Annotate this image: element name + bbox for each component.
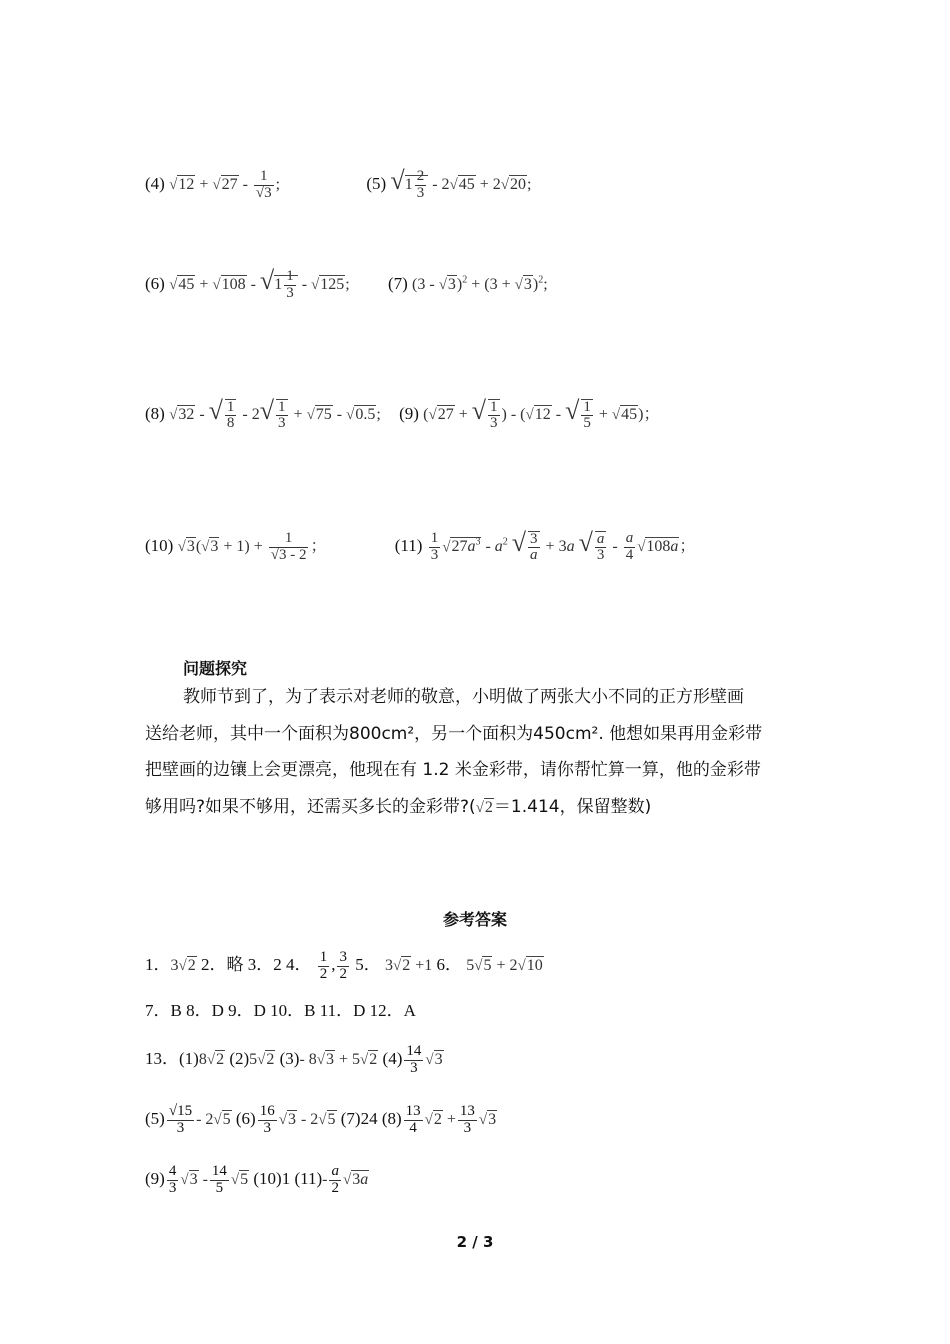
- inquiry-line-2: 送给老师，其中一个面积为800cm²，另一个面积为450cm². 他想如果再用金彩带: [145, 723, 763, 744]
- problem-row-4-5: [145, 168, 531, 202]
- problem-8-expression: √32 - √ $\frac{1}{8}$ - 2√ $\frac{1}{3}$ + √75 - √0.5;: [169, 396, 385, 432]
- problem-4-label: (4): [145, 174, 165, 193]
- problem-4-expression: √12 + √27 - $\frac{1}{√3}$ ;: [169, 168, 285, 201]
- problem-5-label: (5): [366, 174, 387, 193]
- answers-row-1: 1．3√2 2．略 3．2 4． $\frac{1}{2}$ , $\frac{3}{2}$ 5． 3√2 +1 6． 5√5 + 2√10: [145, 949, 543, 982]
- problem-9-expression: (√27 + √ $\frac{1}{3}$ ) - (√12 - √ $\frac{1}{5}$ + √45)；: [423, 396, 660, 432]
- answers-row-2: 7．B 8．D 9．D 10．B 11．D 12．A: [145, 1001, 416, 1020]
- problem-7-expression: $(3 - √3)^2 + (3 + √3)^2$;: [412, 274, 548, 293]
- problem-5-expression: √1 $\frac{2}{3}$ - 2√45 + 2√20;: [390, 166, 532, 201]
- problem-9-label: (9): [399, 404, 419, 423]
- inquiry-paragraph: [145, 679, 810, 826]
- problem-row-10-11: [145, 530, 695, 564]
- problem-6-expression: √45 + √108 - √1 $\frac{1}{3}$ - √125;: [169, 266, 354, 301]
- inquiry-line-4: 够用吗?如果不够用，还需买多长的金彩带?(√2＝1.414，保留整数): [145, 796, 652, 817]
- problem-11-label: (11): [394, 536, 423, 555]
- answers-row-5: (9) $\frac{4}{3}$ √3 - $\frac{14}{5}$ √5 (10)1 (11)- $\frac{a}{2}$ √3a: [145, 1163, 369, 1196]
- problem-11-expression: $\frac{1}{3}$ $√27a^3 - a^2$ √ $\frac{3}{a}$ + 3a √ $\frac{a}{3}$ - $\frac{a}{4}$ √108a；: [430, 528, 696, 564]
- problem-7-label: (7): [387, 274, 408, 293]
- inquiry-title: 问题探究: [183, 659, 248, 678]
- problem-row-8-9: [145, 398, 659, 432]
- answers-row-3: 13．(1)8√2 (2)5√2 (3)- 8√3 + 5√2 (4) $\frac{14}{3}$ √3: [145, 1043, 443, 1076]
- page-number: 2 / 3: [456, 1233, 494, 1251]
- answers-title: 参考答案: [442, 910, 507, 929]
- problem-10-label: (10): [145, 536, 174, 555]
- answers-row-4: (5) $\frac{√15}{3}$ - 2√5 (6) $\frac{16}{3}$ √3 - 2√5 (7)24 (8) $\frac{13}{4}$ √2 + $\frac{13}{3}$ √3: [145, 1103, 497, 1136]
- problem-10-expression: √3(√3 + 1) + $\frac{1}{√3 - 2}$ ；: [177, 530, 331, 563]
- problem-row-6-7: [145, 268, 548, 302]
- inquiry-line-3: 把壁画的边镶上会更漂亮，他现在有 1.2 米金彩带，请你帮忙算一算，他的金彩带: [145, 760, 761, 780]
- problem-8-label: (8): [145, 404, 165, 423]
- inquiry-line-1: 教师节到了，为了表示对老师的敬意，小明做了两张大小不同的正方形壁画: [183, 687, 744, 707]
- problem-6-label: (6): [145, 274, 165, 293]
